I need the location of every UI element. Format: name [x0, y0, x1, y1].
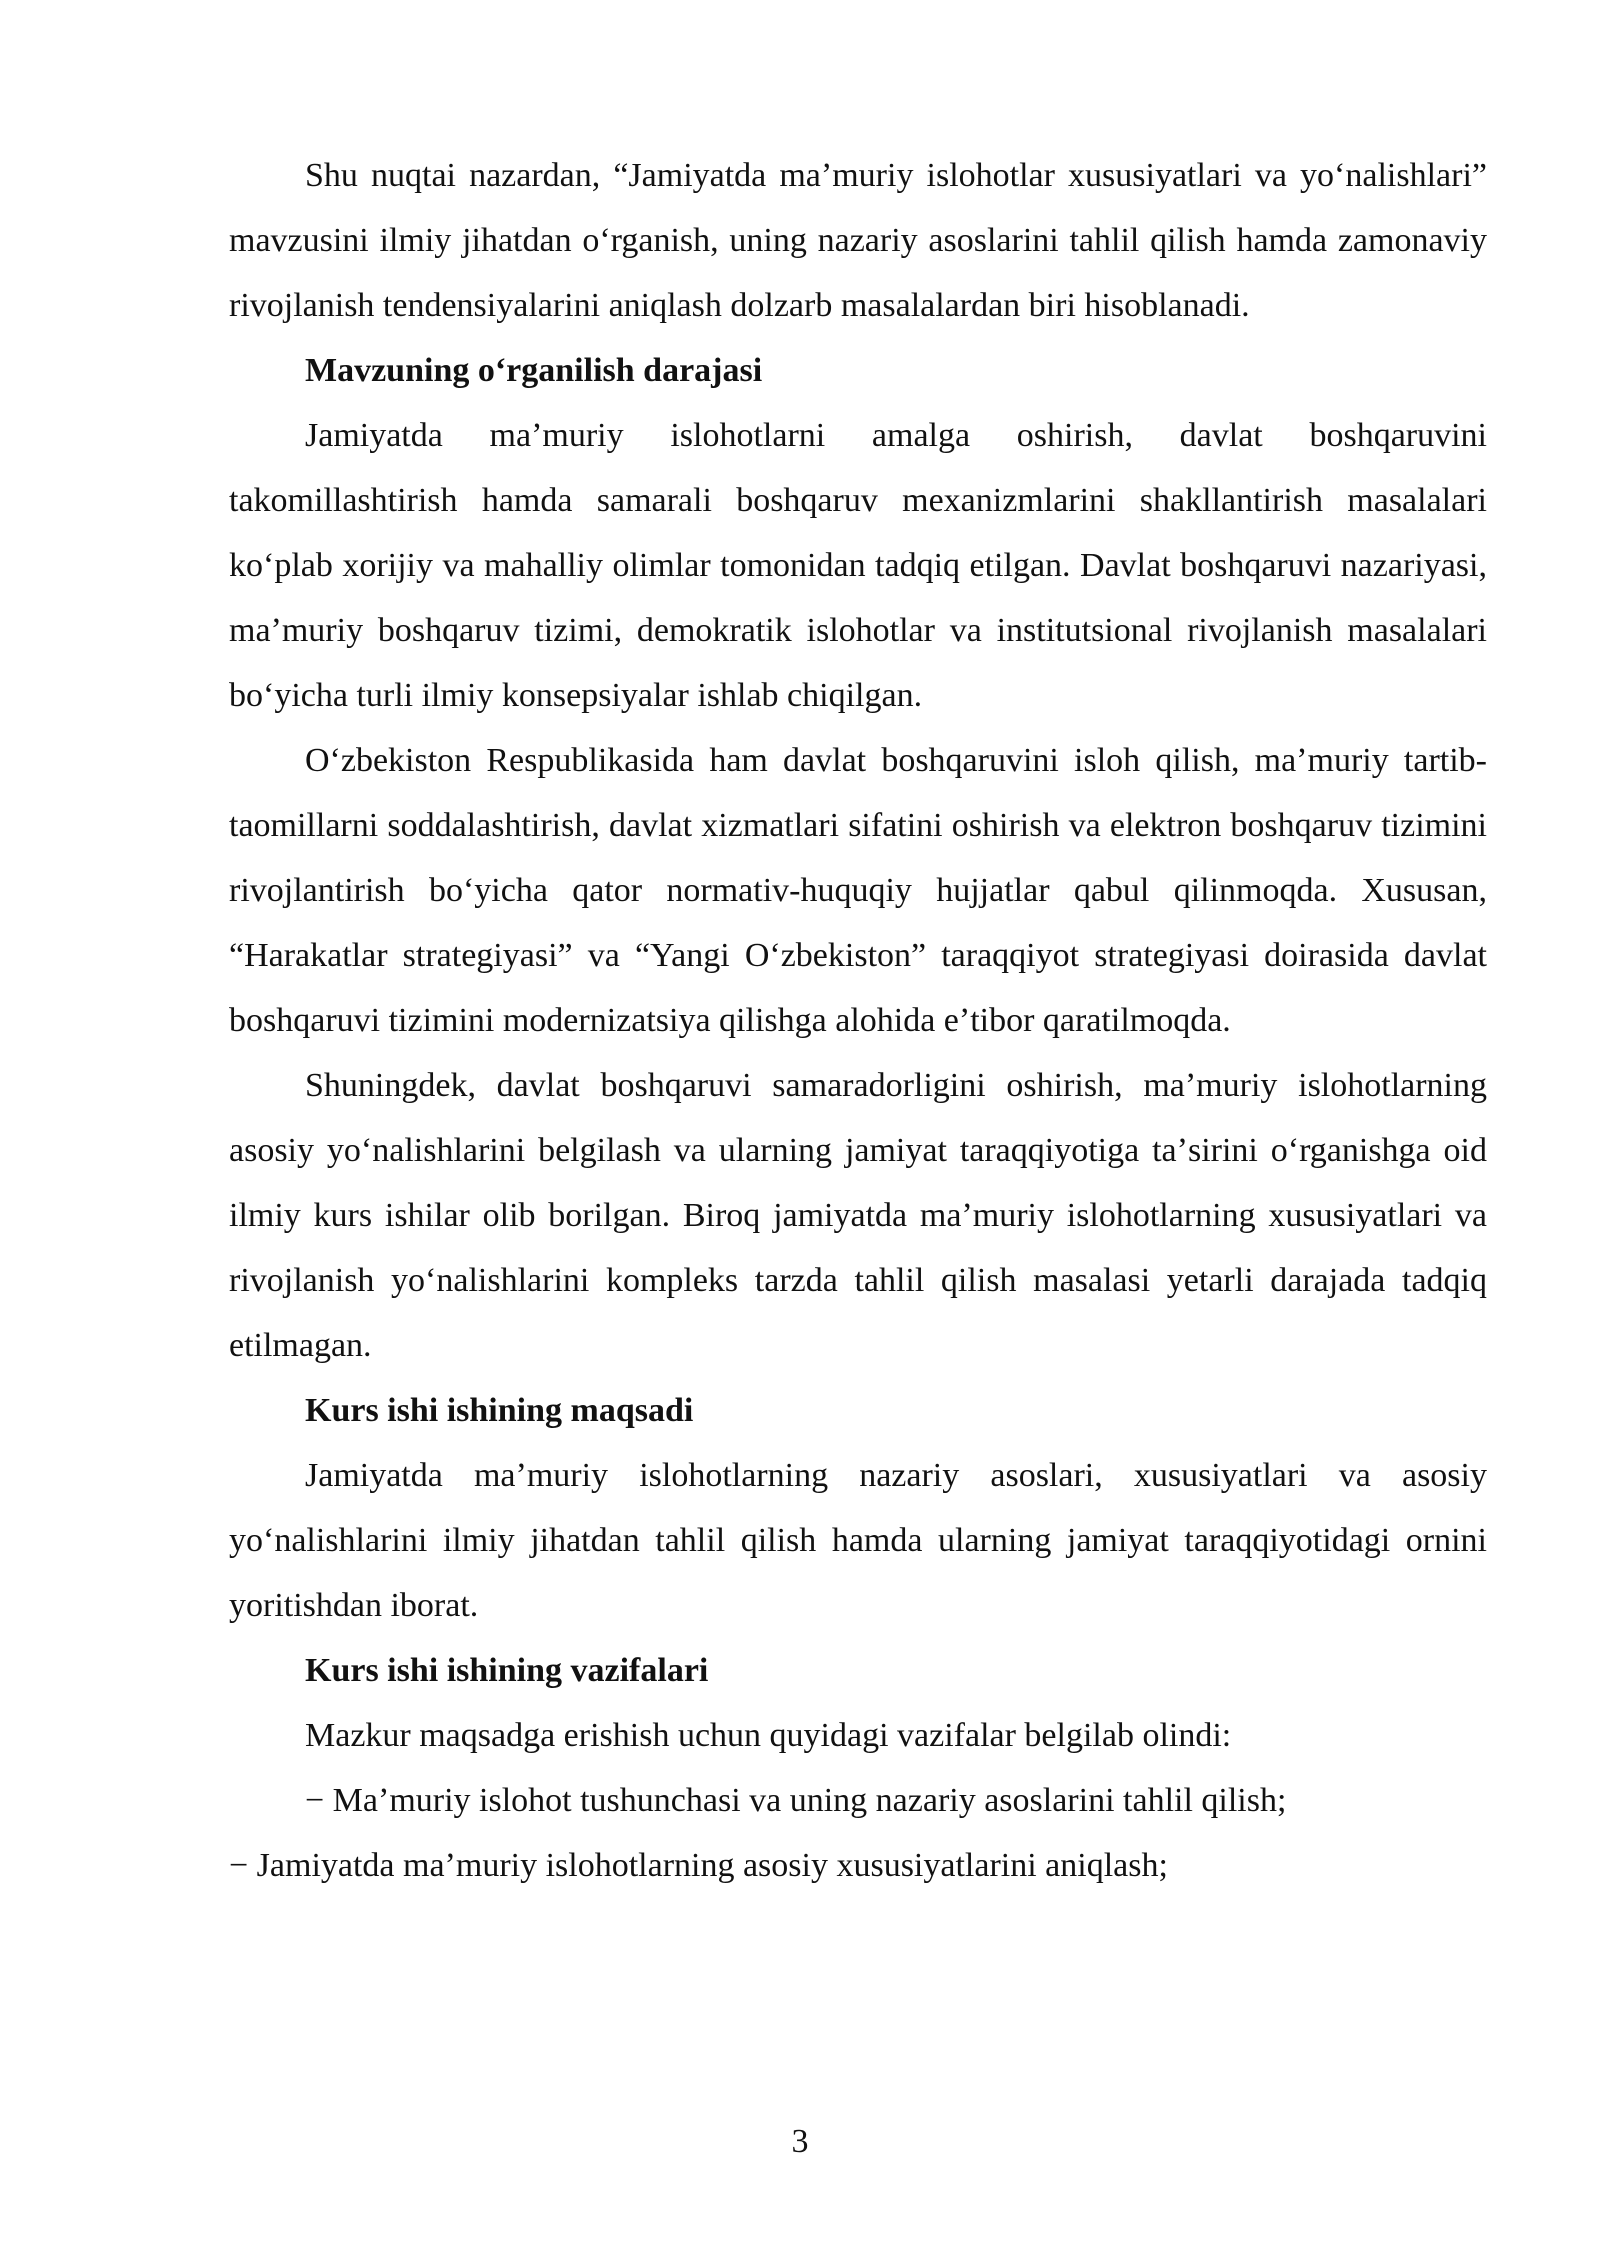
paragraph-tasks-intro: Mazkur maqsadga erishish uchun quyidagi vazifalar belgilab olindi: — [305, 1717, 1232, 1754]
heading-tasks: Kurs ishi ishining vazifalari — [305, 1652, 709, 1689]
paragraph-research-gap: Shuningdek, davlat boshqaruvi samaradorligini oshirish, maʼmuriy islohotlarning asosiy yoʻnalishlarini belgilash va ularning jamiyat taraqqiyotiga taʼsirini oʻrganishga oid ilmiy kurs ishilar olib borilgan. Biroq jamiyatda maʼmuriy islohotlarning xususiyatlari va rivojlanish yoʻnalishlarini kompleks tarzda tahlil qilish masalasi yetarli darajada tadqiq etilmagan. — [229, 1067, 1487, 1364]
heading-study-level: Mavzuning oʻrganilish darajasi — [305, 352, 763, 389]
paragraph-study-level: Jamiyatda maʼmuriy islohotlarni amalga oshirish, davlat boshqaruvini takomillashtirish hamda samarali boshqaruv mexanizmlarini shakllantirish masalalari koʻplab xorijiy va mahalliy olimlar tomonidan tadqiq etilgan. Davlat boshqaruvi nazariyasi, maʼmuriy boshqaruv tizimi, demokratik islohotlar va institutsional rivojlanish masalalari boʻyicha turli ilmiy konsepsiyalar ishlab chiqilgan. — [229, 417, 1487, 714]
list-item-task-1: − Maʼmuriy islohot tushunchasi va uning nazariy asoslarini tahlil qilish; — [305, 1782, 1287, 1819]
list-item-task-2: − Jamiyatda maʼmuriy islohotlarning asosiy xususiyatlarini aniqlash; — [229, 1847, 1168, 1884]
page-number: 3 — [791, 2123, 809, 2160]
heading-goal: Kurs ishi ishining maqsadi — [305, 1392, 694, 1429]
paragraph-relevance: Shu nuqtai nazardan, “Jamiyatda maʼmuriy islohotlar xususiyatlari va yoʻnalishlari” mavzusini ilmiy jihatdan oʻrganish, uning nazariy asoslarini tahlil qilish hamda zamonaviy rivojlanish tendensiyalarini aniqlash dolzarb masalalardan biri hisoblanadi. — [229, 157, 1487, 324]
paragraph-uzbekistan-reforms: Oʻzbekiston Respublikasida ham davlat boshqaruvini isloh qilish, maʼmuriy tartib-taomillarni soddalashtirish, davlat xizmatlari sifatini oshirish va elektron boshqaruv tizimini rivojlantirish boʻyicha qator normativ-huquqiy hujjatlar qabul qilinmoqda. Xususan, “Harakatlar strategiyasi” va “Yangi Oʻzbekiston” taraqqiyot strategiyasi doirasida davlat boshqaruvi tizimini modernizatsiya qilishga alohida eʼtibor qaratilmoqda. — [229, 742, 1487, 1039]
document-body — [229, 143, 1487, 1898]
paragraph-goal: Jamiyatda maʼmuriy islohotlarning nazariy asoslari, xususiyatlari va asosiy yoʻnalishlarini ilmiy jihatdan tahlil qilish hamda ularning jamiyat taraqqiyotidagi ornini yoritishdan iborat. — [229, 1457, 1487, 1624]
